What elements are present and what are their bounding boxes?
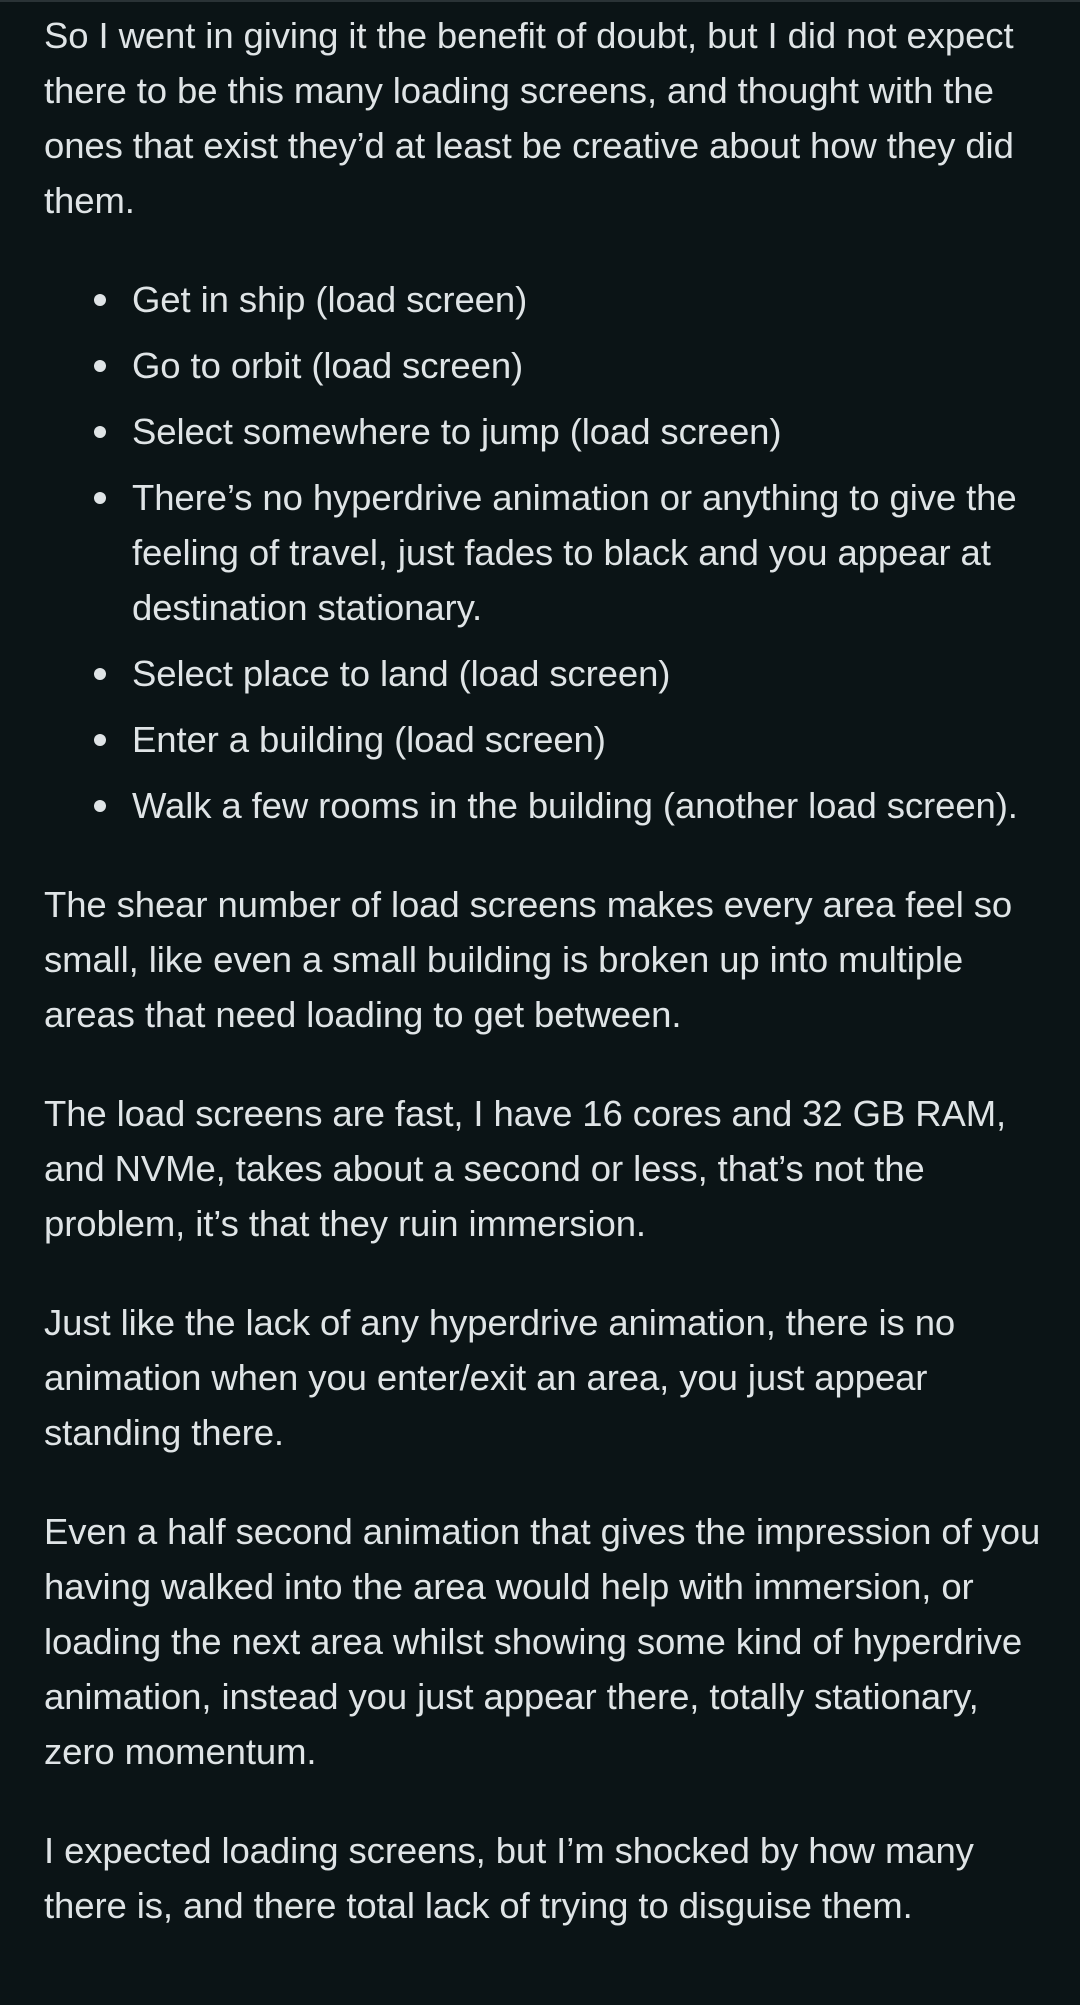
list-item-text: There’s no hyperdrive animation or anything to give the feeling of travel, just fades to black and you appear at destination stationary. xyxy=(132,477,1017,628)
list-item-text: Get in ship (load screen) xyxy=(132,279,528,320)
list-item-text: Go to orbit (load screen) xyxy=(132,345,524,386)
bullet-icon xyxy=(94,492,106,504)
list-item xyxy=(132,272,1054,327)
bullet-icon xyxy=(94,426,106,438)
loading-steps-list xyxy=(44,272,1054,833)
post-body xyxy=(44,8,1054,1977)
list-item xyxy=(132,338,1054,393)
bullet-icon xyxy=(94,294,106,306)
bullet-icon xyxy=(94,668,106,680)
list-item-text: Select place to land (load screen) xyxy=(132,653,671,694)
body-paragraph: Just like the lack of any hyperdrive animation, there is no animation when you enter/exit an area, you just appear standing there. xyxy=(44,1302,956,1453)
body-paragraph: The load screens are fast, I have 16 cores and 32 GB RAM, and NVMe, takes about a second or less, that’s not the problem, it’s that they ruin immersion. xyxy=(44,1093,1007,1244)
body-paragraph: Even a half second animation that gives the impression of you having walked into the area would help with immersion, or loading the next area whilst showing some kind of hyperdrive animation, instead you just appear there, totally stationary, zero momentum. xyxy=(44,1511,1041,1772)
intro-paragraph: So I went in giving it the benefit of doubt, but I did not expect there to be this many loading screens, and thought with the ones that exist they’d at least be creative about how they did them. xyxy=(44,15,1014,221)
list-item xyxy=(132,646,1054,701)
list-item xyxy=(132,712,1054,767)
body-paragraph: I expected loading screens, but I’m shocked by how many there is, and there total lack of trying to disguise them. xyxy=(44,1830,974,1926)
body-paragraph: The shear number of load screens makes every area feel so small, like even a small building is broken up into multiple areas that need loading to get between. xyxy=(44,884,1013,1035)
list-item xyxy=(132,778,1054,833)
bullet-icon xyxy=(94,360,106,372)
top-divider xyxy=(0,0,1080,2)
list-item xyxy=(132,470,1054,635)
list-item-text: Walk a few rooms in the building (another load screen). xyxy=(132,785,1018,826)
bullet-icon xyxy=(94,800,106,812)
bullet-icon xyxy=(94,734,106,746)
list-item-text: Enter a building (load screen) xyxy=(132,719,606,760)
list-item-text: Select somewhere to jump (load screen) xyxy=(132,411,782,452)
list-item xyxy=(132,404,1054,459)
